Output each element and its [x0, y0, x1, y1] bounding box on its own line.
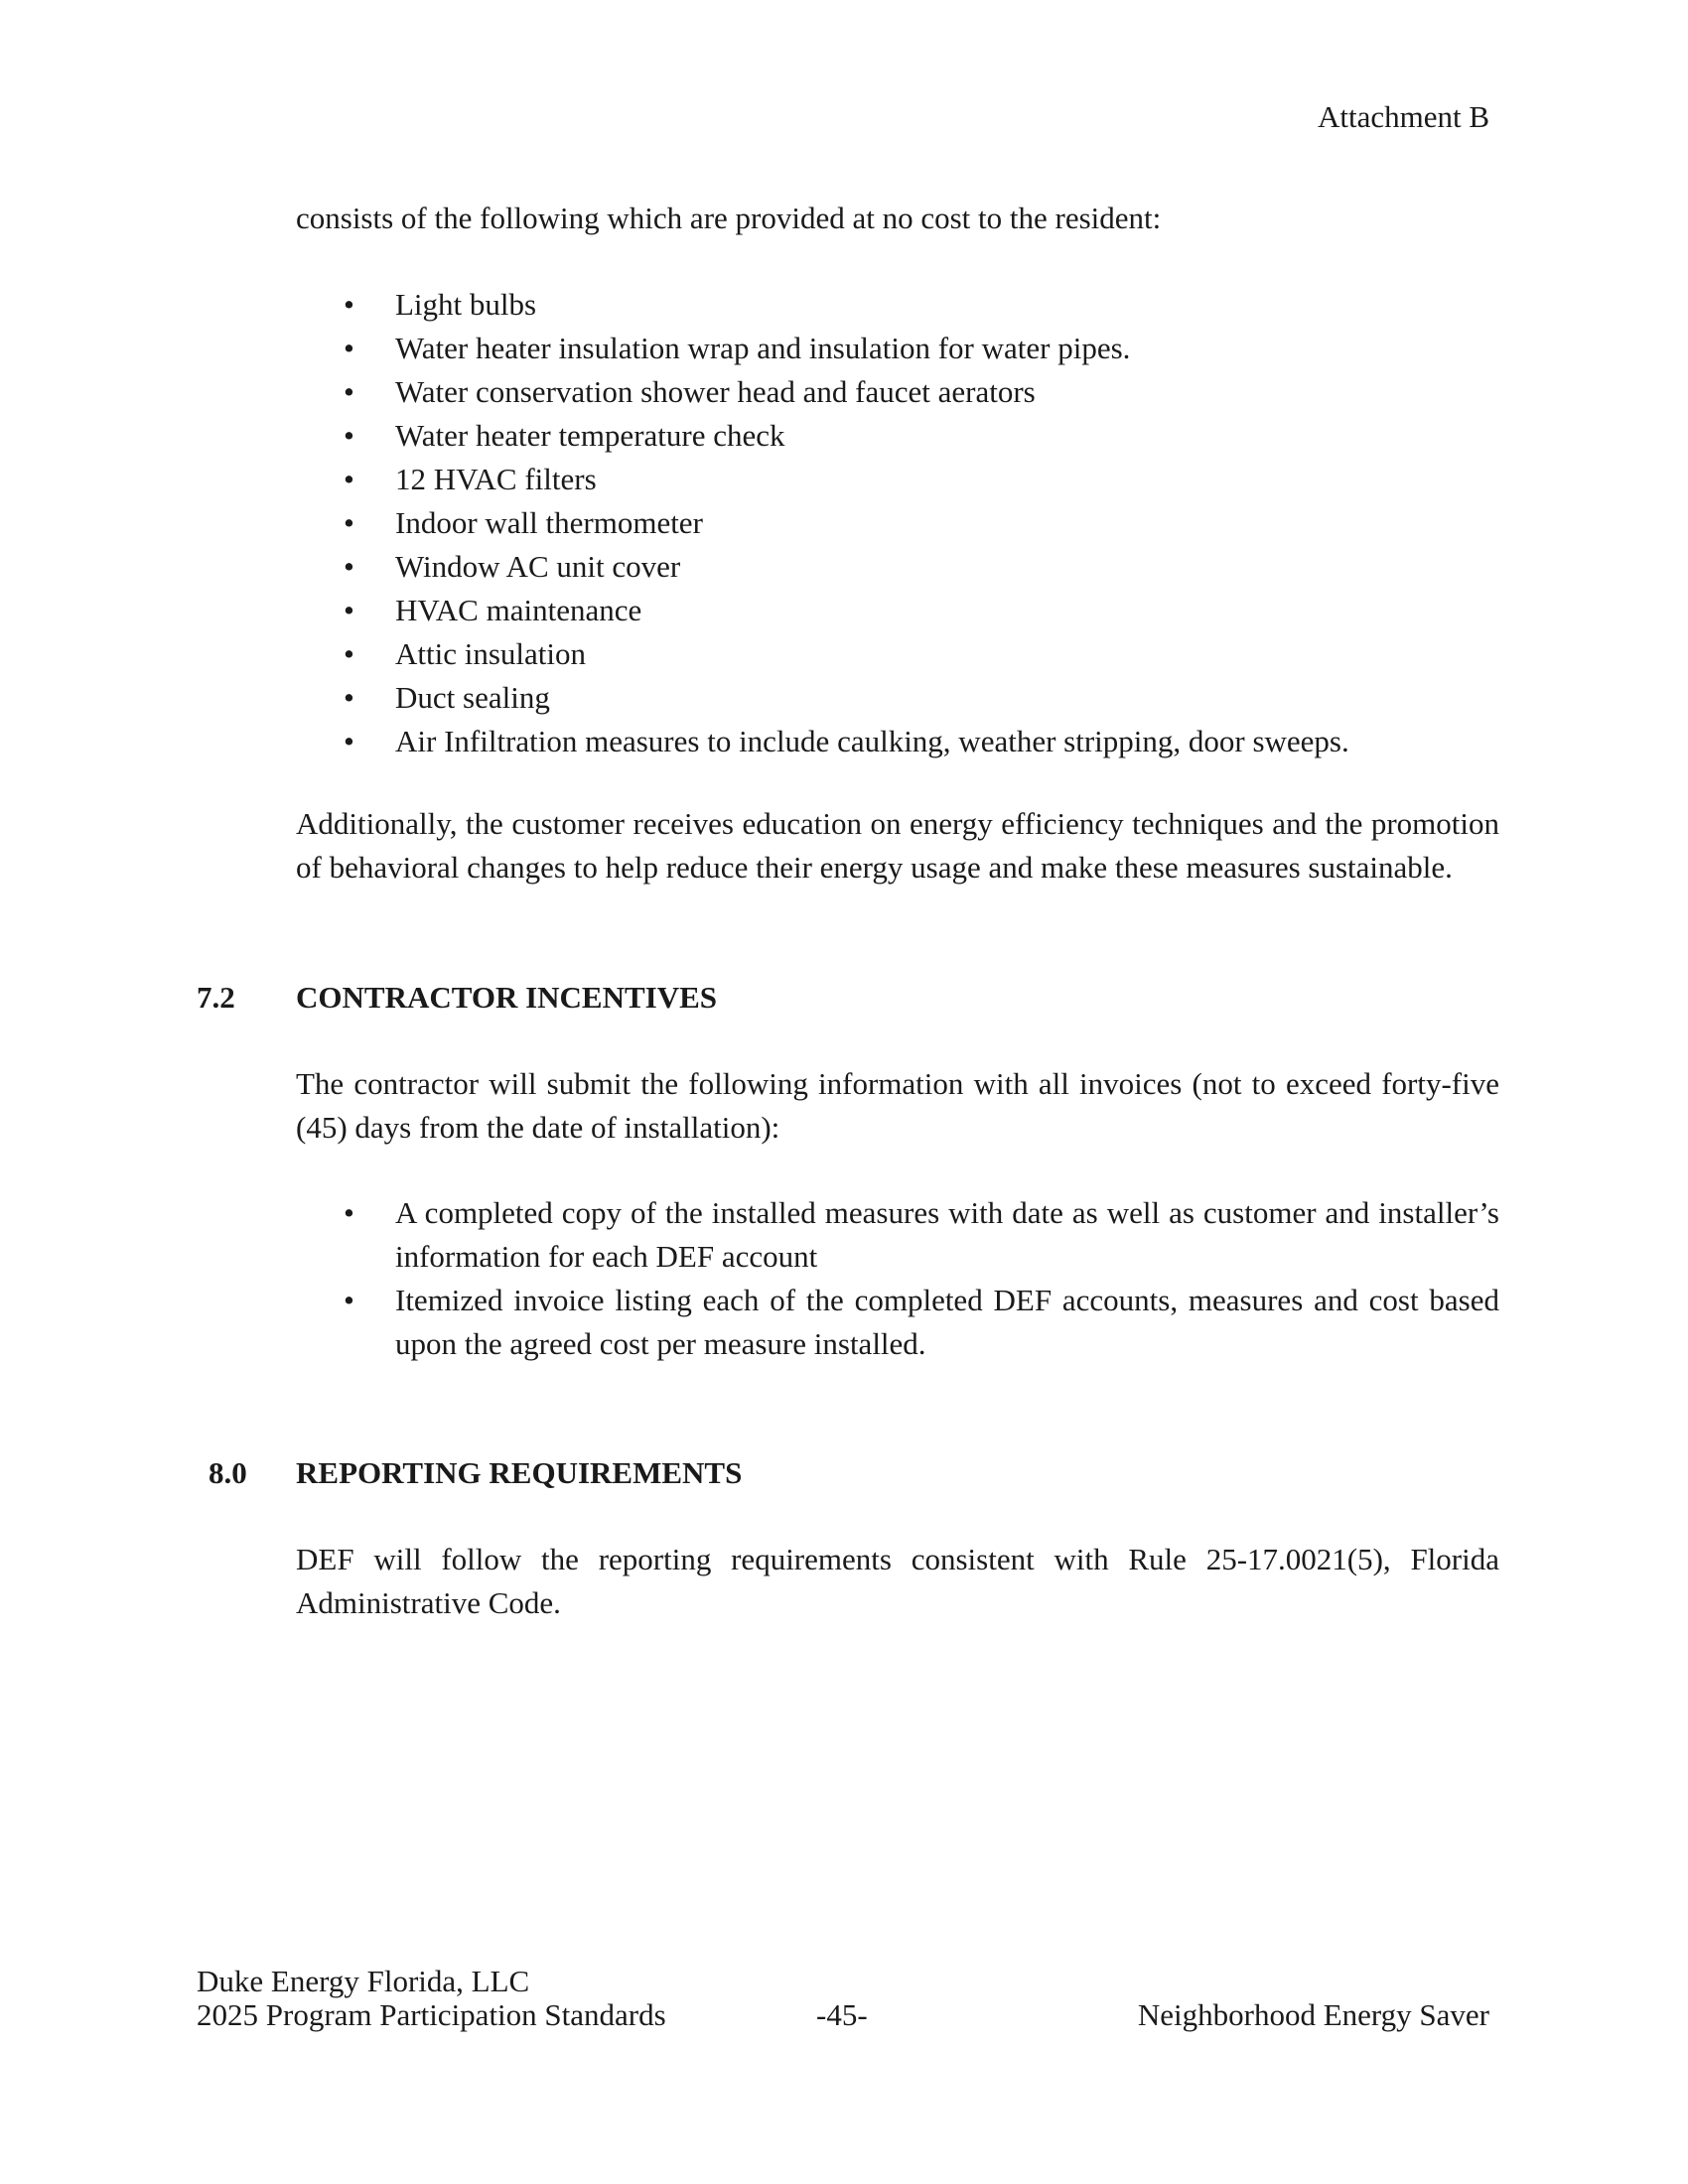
- intro-line: consists of the following which are provided at no cost to the resident:: [296, 201, 1162, 235]
- bullet-icon: •: [344, 680, 354, 715]
- contractor-list: [344, 1191, 1499, 1366]
- attachment-label: Attachment B: [1317, 99, 1489, 134]
- list-item: • Duct sealing: [344, 676, 1499, 720]
- list-item: • Attic insulation: [344, 632, 1499, 676]
- bullet-icon: •: [344, 593, 354, 627]
- footer-page-number: -45-: [816, 1997, 868, 2032]
- bullet-icon: •: [344, 505, 354, 540]
- footer-standards: 2025 Program Participation Standards: [197, 1997, 666, 2032]
- list-item: • Air Infiltration measures to include caulking, weather stripping, door sweeps.: [344, 720, 1499, 763]
- list-item: • Itemized invoice listing each of the completed DEF accounts, measures and cost based upon the agreed cost per measure installed.: [344, 1279, 1499, 1366]
- bullet-icon: •: [344, 462, 354, 496]
- list-item: • 12 HVAC filters: [344, 458, 1499, 501]
- list-item: • HVAC maintenance: [344, 589, 1499, 632]
- bullet-icon: •: [344, 636, 354, 671]
- bullet-icon: •: [344, 1195, 354, 1230]
- education-paragraph: Additionally, the customer receives education on energy efficiency techniques and the promotion of behavioral changes to help reduce their energy usage and make these measures sustainable.: [296, 806, 1499, 885]
- list-item: • Indoor wall thermometer: [344, 501, 1499, 545]
- bullet-icon: •: [344, 1283, 354, 1317]
- list-item: • Light bulbs: [344, 283, 1499, 327]
- section-title: CONTRACTOR INCENTIVES: [296, 980, 718, 1015]
- list-item: • Window AC unit cover: [344, 545, 1499, 589]
- bullet-icon: •: [344, 549, 354, 584]
- section-title: REPORTING REQUIREMENTS: [296, 1455, 743, 1490]
- list-item: • Water heater temperature check: [344, 414, 1499, 458]
- bullet-icon: •: [344, 374, 354, 409]
- reporting-paragraph: DEF will follow the reporting requirements consistent with Rule 25-17.0021(5), Florida Administrative Code.: [296, 1542, 1499, 1620]
- bullet-icon: •: [344, 418, 354, 453]
- list-item: • A completed copy of the installed measures with date as well as customer and installer’s information for each DEF account: [344, 1191, 1499, 1279]
- bullet-icon: •: [344, 331, 354, 365]
- bullet-icon: •: [344, 724, 354, 758]
- section-number: 7.2: [197, 980, 235, 1015]
- list-item: • Water heater insulation wrap and insulation for water pipes.: [344, 327, 1499, 370]
- footer-program: Neighborhood Energy Saver: [1137, 1997, 1489, 2032]
- section-number: 8.0: [209, 1455, 247, 1490]
- bullet-icon: •: [344, 287, 354, 322]
- footer-company: Duke Energy Florida, LLC: [197, 1964, 530, 1998]
- contractor-intro: The contractor will submit the following information with all invoices (not to exceed forty-five (45) days from the date of installation):: [296, 1066, 1499, 1145]
- list-item: • Water conservation shower head and faucet aerators: [344, 370, 1499, 414]
- measures-list: [344, 283, 1499, 763]
